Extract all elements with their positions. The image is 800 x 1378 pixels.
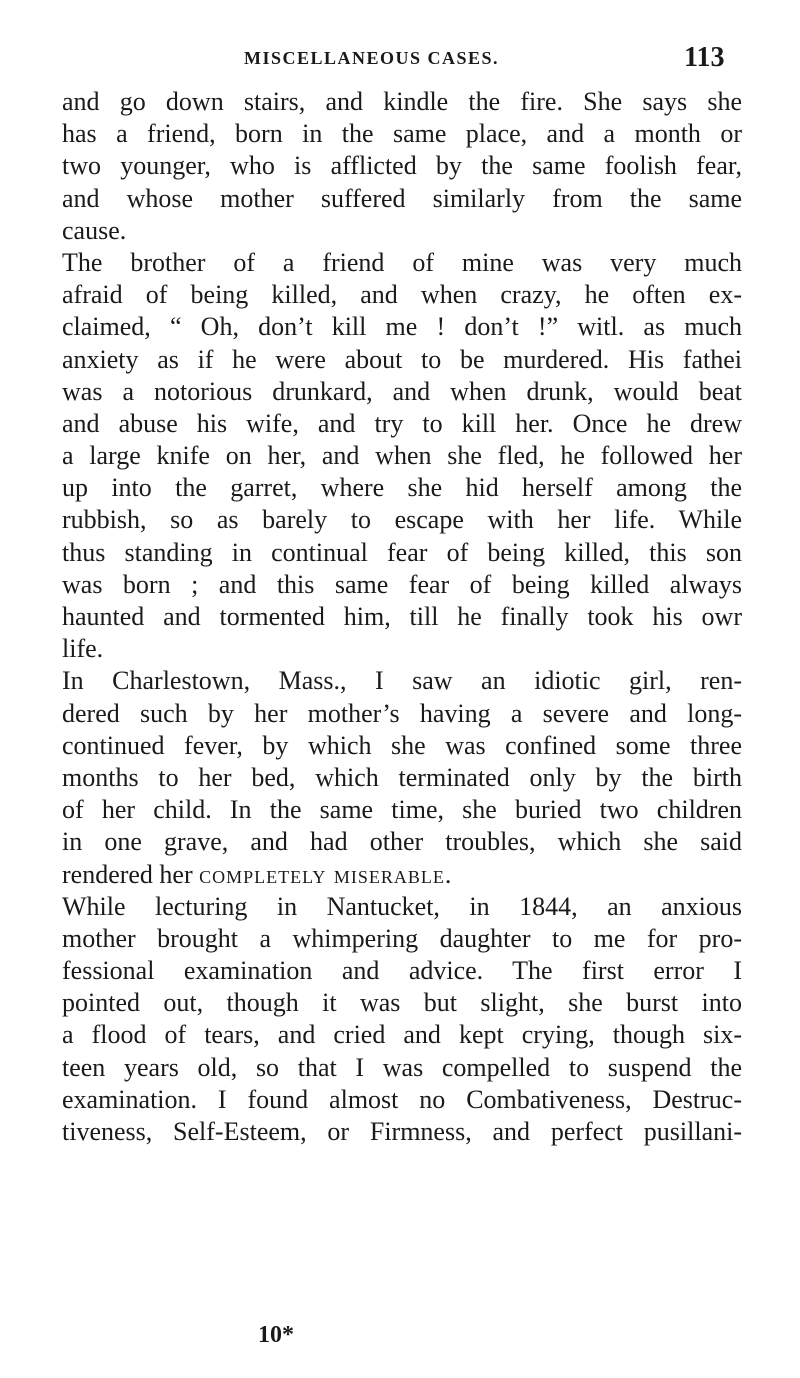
text-line: haunted and tormented him, till he finally took his owr	[62, 602, 742, 631]
text-line: a flood of tears, and cried and kept crying, though six-	[62, 1020, 742, 1050]
text-line: in one grave, and had other troubles, which she said	[62, 827, 742, 857]
text-line: months to her bed, which terminated only by the birth	[62, 762, 742, 792]
text-line: teen years old, so that I was compelled to suspend the	[62, 1052, 742, 1082]
text-line: up into the garret, where she hid herself among the	[62, 473, 742, 503]
text-line: and go down stairs, and kindle the fire. She says she	[62, 87, 742, 116]
text-line: claimed, “ Oh, don’t kill me ! don’t !” witl. as much	[62, 312, 742, 342]
text-line: tiveness, Self-Esteem, or Firmness, and perfect pusillani-	[62, 1117, 742, 1146]
text-line: two younger, who is afflicted by the same foolish fear,	[62, 151, 742, 181]
text-line: dered such by her mother’s having a severe and long-	[62, 698, 742, 728]
running-head-title: MISCELLANEOUS CASES.	[244, 48, 500, 68]
text-line: life.	[62, 634, 104, 664]
text-line: was born ; and this same fear of being killed always	[62, 569, 742, 599]
text-line: examination. I found almost no Combativeness, Destruc-	[62, 1084, 742, 1114]
running-head	[0, 42, 800, 82]
text-line: pointed out, though it was but slight, she burst into	[62, 988, 742, 1018]
page-number: 113	[684, 42, 725, 73]
text-line: cause.	[62, 215, 127, 245]
text-line: fessional examination and advice. The first error I	[62, 956, 742, 986]
body-text	[62, 86, 742, 1148]
text-line: The brother of a friend of mine was very much	[62, 247, 742, 277]
text-line: of her child. In the same time, she buried two children	[62, 795, 742, 825]
text-line: thus standing in continual fear of being killed, this son	[62, 537, 742, 567]
text-line: rubbish, so as barely to escape with her life. While	[62, 505, 742, 535]
text-fragment: rendered her	[62, 859, 200, 889]
text-line: has a friend, born in the same place, and a month or	[62, 119, 742, 149]
text-line	[62, 859, 742, 891]
text-line: anxiety as if he were about to be murdered. His fathei	[62, 344, 742, 374]
text-line: mother brought a whimpering daughter to me for pro-	[62, 923, 742, 953]
text-line: was a notorious drunkard, and when drunk, would beat	[62, 376, 742, 406]
text-line: a large knife on her, and when she fled, he followed her	[62, 441, 742, 471]
text-line: In Charlestown, Mass., I saw an idiotic girl, ren-	[62, 666, 742, 696]
text-line: While lecturing in Nantucket, in 1844, an anxious	[62, 891, 742, 921]
signature-mark: 10*	[258, 1322, 294, 1348]
text-line: and whose mother suffered similarly from the same	[62, 183, 742, 213]
small-caps-text: completely miserable.	[199, 859, 453, 889]
text-line: and abuse his wife, and try to kill her. Once he drew	[62, 408, 742, 438]
text-line: afraid of being killed, and when crazy, he often ex-	[62, 280, 742, 310]
text-line: continued fever, by which she was confined some three	[62, 730, 742, 760]
